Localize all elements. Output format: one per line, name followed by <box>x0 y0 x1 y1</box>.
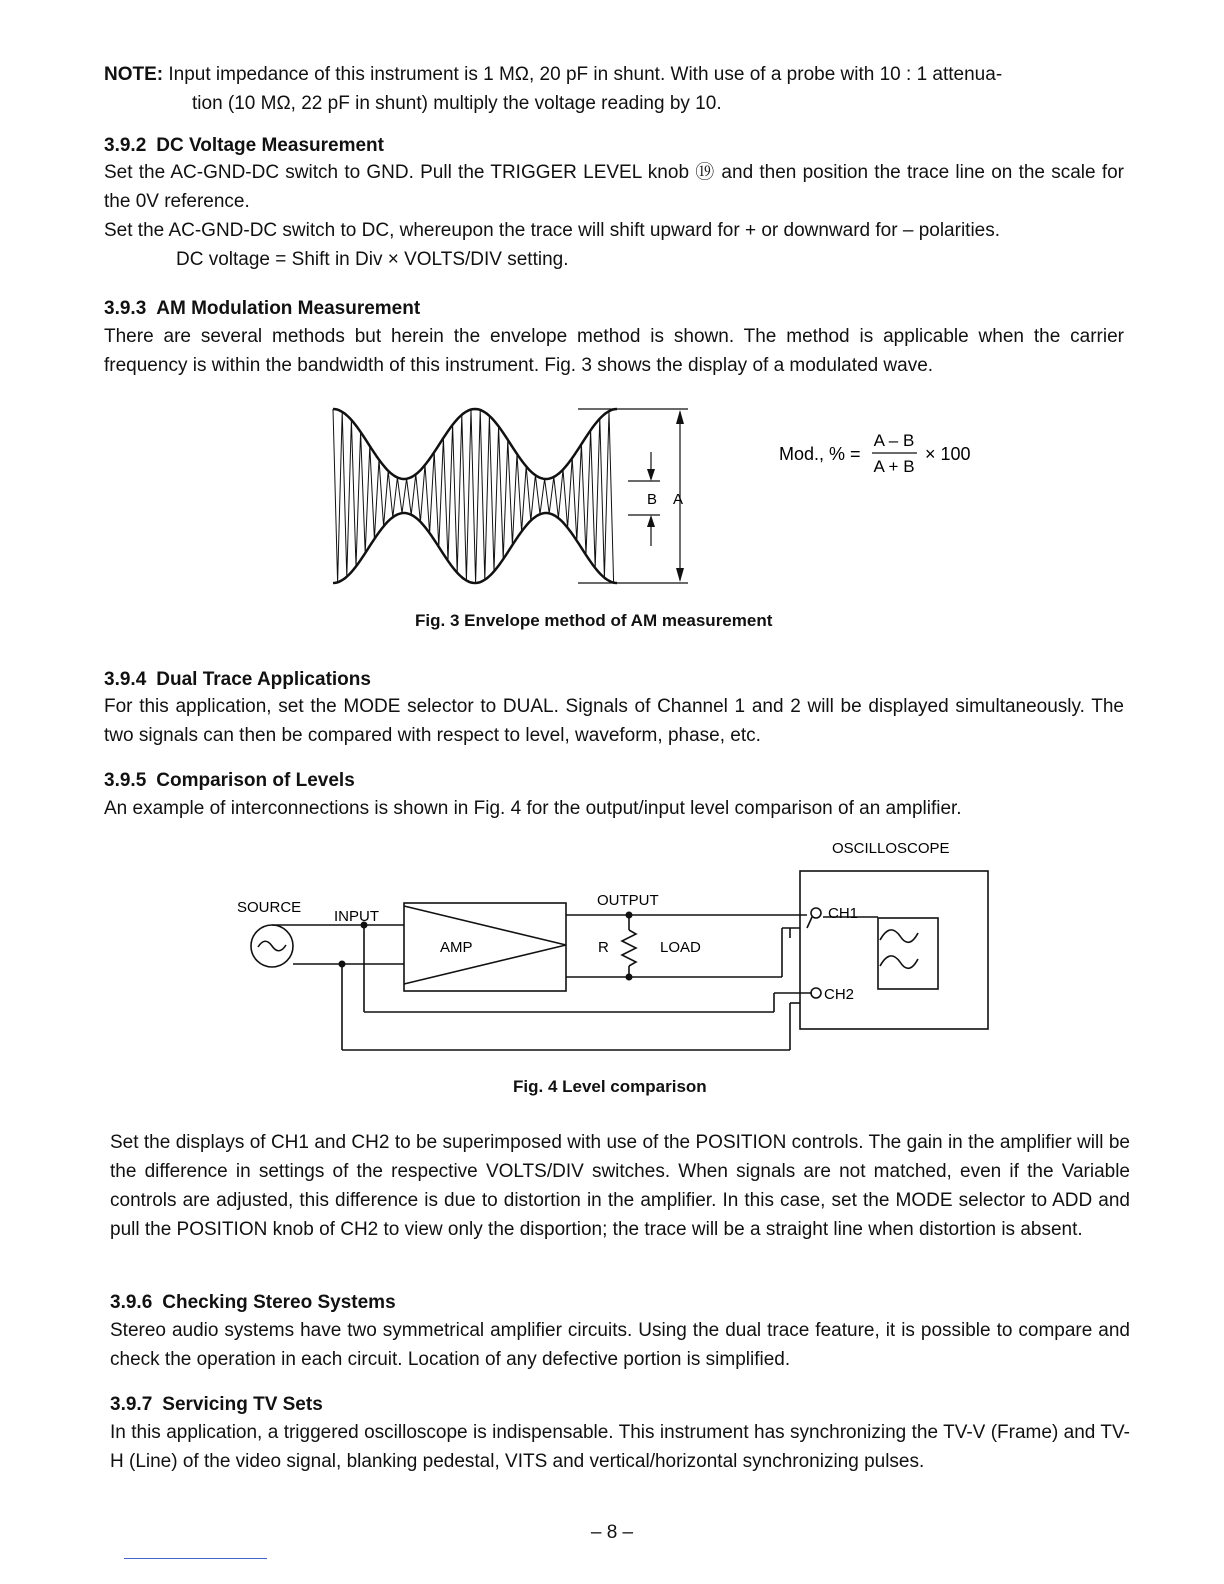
page-number: – 8 – <box>590 1522 634 1543</box>
heading-3-9-6 <box>110 1292 396 1314</box>
ch1-terminal <box>811 908 821 918</box>
note-label: NOTE: <box>104 64 164 85</box>
mod-formula-denominator: A + B <box>873 457 915 476</box>
label-amp: AMP <box>440 939 473 956</box>
am-carrier-waveform <box>333 409 614 583</box>
dc-voltage-paragraph-2 <box>104 216 1124 274</box>
section-number: 3.9.6 <box>110 1292 153 1313</box>
label-ch2: CH2 <box>824 986 855 1003</box>
section-title: Servicing TV Sets <box>162 1394 323 1415</box>
junction-output <box>626 912 633 919</box>
section-number: 3.9.7 <box>110 1394 153 1415</box>
note-paragraph <box>104 60 1124 118</box>
label-ch1: CH1 <box>828 905 859 922</box>
heading-3-9-4 <box>104 669 371 691</box>
dc-voltage-paragraph-1: Set the AC-GND-DC switch to GND. Pull the TRIGGER LEVEL knob ⑲ and then position the trace line on the scale for the 0V reference. <box>104 162 1124 212</box>
section-number: 3.9.4 <box>104 669 147 690</box>
dc-voltage-sentence: Set the AC-GND-DC switch to DC, whereupon the trace will shift upward for + or downward for – polarities. <box>104 220 1001 241</box>
footer-rule <box>124 1558 267 1559</box>
label-source: SOURCE <box>237 899 302 916</box>
dual-trace-paragraph: For this application, set the MODE selector to DUAL. Signals of Channel 1 and 2 will be displayed simultaneously. The two signals can then be compared with respect to level, waveform, phase, etc. <box>104 696 1124 746</box>
mod-formula-lhs: Mod., % = <box>779 444 861 464</box>
heading-3-9-3 <box>104 298 420 320</box>
mod-formula-rhs: × 100 <box>925 444 971 464</box>
section-number: 3.9.2 <box>104 135 147 156</box>
envelope-upper <box>333 409 617 479</box>
oscilloscope-screen <box>878 918 938 989</box>
fig3-envelope-diagram <box>320 395 1020 595</box>
source-sine-glyph <box>258 941 286 951</box>
ch2-terminal <box>811 988 821 998</box>
a-arrow-down <box>676 568 684 582</box>
section-number: 3.9.3 <box>104 298 147 319</box>
carrier-zigzag <box>333 409 614 583</box>
fig4-caption: Fig. 4 Level comparison <box>513 1077 707 1096</box>
heading-3-9-5 <box>104 770 355 792</box>
dc-voltage-formula: DC voltage = Shift in Div × VOLTS/DIV setting. <box>176 249 569 270</box>
comparison-paragraph-2: Set the displays of CH1 and CH2 to be superimposed with use of the POSITION controls. The gain in the amplifier will be the difference in settings of the respective VOLTS/DIV switches. When signals are not matched, even if the Variable controls are adjusted, this difference is due to distortion in the amplifier. In this case, set the MODE selector to ADD and pull the POSITION knob of CH2 to view only the disportion; the trace will be a straight line when distortion is absent. <box>110 1132 1130 1240</box>
note-line-2: tion (10 MΩ, 22 pF in shunt) multiply the voltage reading by 10. <box>192 93 722 114</box>
amp-triangle <box>404 906 566 984</box>
junction-output-return <box>626 974 633 981</box>
section-title: DC Voltage Measurement <box>156 135 384 156</box>
label-a: A <box>672 491 684 508</box>
label-load: LOAD <box>660 939 701 956</box>
b-arrow-up <box>647 515 655 527</box>
section-title: AM Modulation Measurement <box>156 298 421 319</box>
junction-ground <box>339 961 346 968</box>
note-line-1: Input impedance of this instrument is 1 MΩ, 20 pF in shunt. With use of a probe with 10 : 1 attenua- <box>168 64 1003 85</box>
stereo-paragraph: Stereo audio systems have two symmetrical amplifier circuits. Using the dual trace feature, it is possible to compare and check the operation in each circuit. Location of any defective portion is simplified. <box>110 1320 1130 1370</box>
heading-3-9-2 <box>104 135 384 157</box>
section-number: 3.9.5 <box>104 770 147 791</box>
screen-trace-ch1 <box>880 930 918 942</box>
section-title: Dual Trace Applications <box>156 669 371 690</box>
wire-ch1-lead <box>807 917 812 928</box>
fig3-caption: Fig. 3 Envelope method of AM measurement <box>415 611 773 630</box>
section-title: Comparison of Levels <box>156 770 355 791</box>
heading-3-9-7 <box>110 1394 323 1416</box>
label-input: INPUT <box>334 908 379 925</box>
label-output: OUTPUT <box>597 892 659 909</box>
fig4-level-comparison-diagram <box>220 830 1020 1060</box>
label-b: B <box>646 491 658 508</box>
section-title: Checking Stereo Systems <box>162 1292 396 1313</box>
mod-formula-numerator: A – B <box>873 431 915 450</box>
am-modulation-paragraph: There are several methods but herein the envelope method is shown. The method is applicable when the carrier frequency is within the bandwidth of this instrument. Fig. 3 shows the display of a modulated wave. <box>104 326 1124 376</box>
label-oscilloscope: OSCILLOSCOPE <box>832 840 950 857</box>
resistor-symbol <box>622 930 636 966</box>
a-arrow-up <box>676 410 684 424</box>
oscilloscope-box <box>800 871 988 1029</box>
screen-trace-ch2 <box>880 956 918 968</box>
comparison-paragraph-1: An example of interconnections is shown in Fig. 4 for the output/input level comparison of an amplifier. <box>104 798 962 819</box>
label-r: R <box>598 939 609 956</box>
b-arrow-down <box>647 469 655 481</box>
tv-servicing-paragraph: In this application, a triggered oscilloscope is indispensable. This instrument has synchronizing the TV-V (Frame) and TV-H (Line) of the video signal, blanking pedestal, VITS and vertical/horizontal synchronizing pulses. <box>110 1422 1130 1472</box>
